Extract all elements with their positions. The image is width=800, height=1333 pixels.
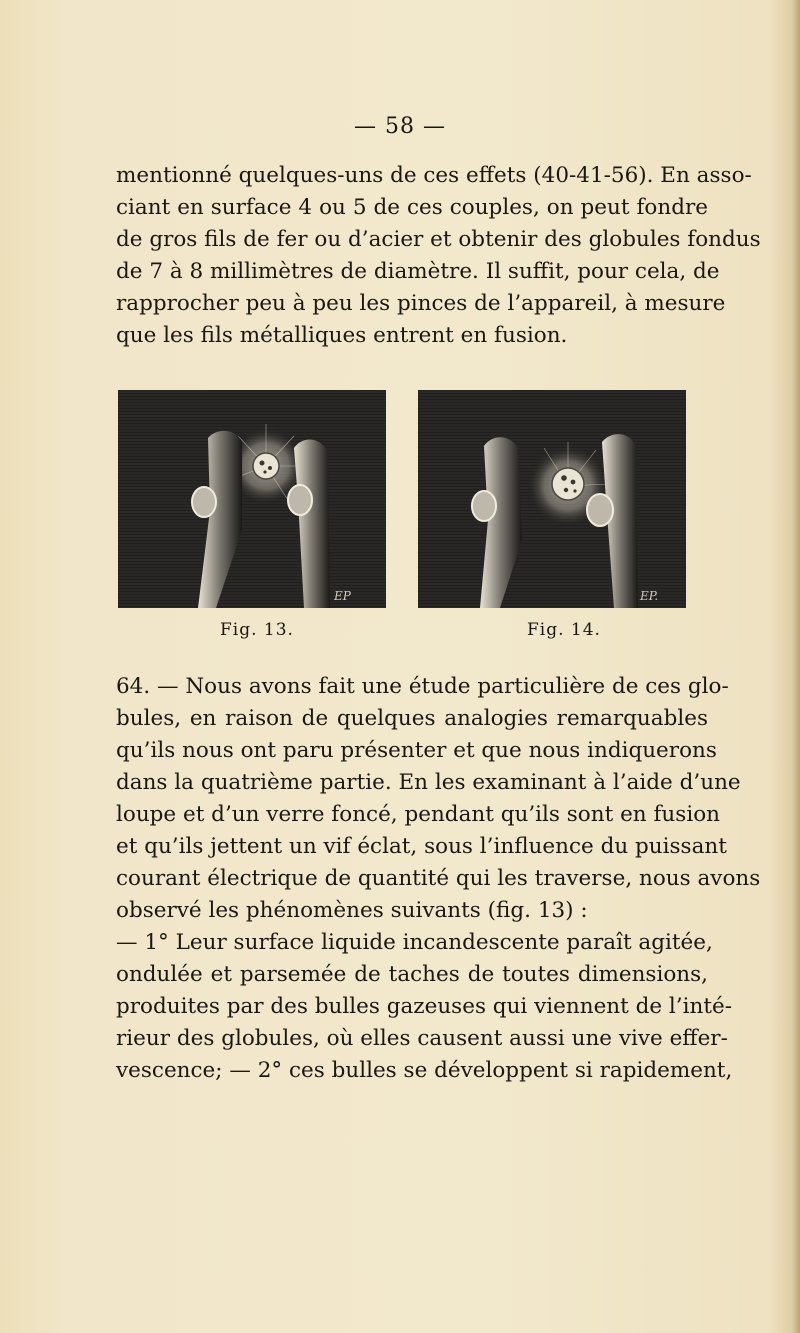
text-line: bules, en raison de quelques analogies remarquables xyxy=(116,706,708,731)
text-line: et qu’ils jettent un vif éclat, sous l’influence du puissant xyxy=(116,834,727,859)
text-line: dans la quatrième partie. En les examinant à l’aide d’une xyxy=(116,770,741,795)
text-line: ciant en surface 4 ou 5 de ces couples, on peut fondre xyxy=(116,195,708,220)
molten-globule-engraving-icon xyxy=(118,390,386,608)
text-line: vescence; — 2° ces bulles se développent si rapidement, xyxy=(116,1058,733,1083)
text-line: loupe et d’un verre foncé, pendant qu’ils sont en fusion xyxy=(116,802,720,827)
text-line: — 1° Leur surface liquide incandescente paraît agitée, xyxy=(116,930,713,955)
text-line: produites par des bulles gazeuses qui viennent de l’inté- xyxy=(116,994,732,1019)
text-line: ondulée et parsemée de taches de toutes dimensions, xyxy=(116,962,708,987)
figure-14-engraving xyxy=(418,390,686,608)
text-line: courant électrique de quantité qui les traverse, nous avons xyxy=(116,866,761,891)
text-line: rapprocher peu à peu les pinces de l’appareil, à mesure xyxy=(116,291,726,316)
text-line: de gros fils de fer ou d’acier et obtenir des globules fondus xyxy=(116,227,761,252)
text-line: mentionné quelques-uns de ces effets (40-41-56). En asso- xyxy=(116,163,752,188)
text-line: que les fils métalliques entrent en fusion. xyxy=(116,323,568,348)
page-edge-shadow xyxy=(792,0,800,1333)
text-line: de 7 à 8 millimètres de diamètre. Il suffit, pour cela, de xyxy=(116,259,720,284)
text-line: rieur des globules, où elles causent aussi une vive effer- xyxy=(116,1026,728,1051)
page-number: — 58 — xyxy=(354,114,446,139)
text-line: observé les phénomènes suivants (fig. 13) : xyxy=(116,898,588,923)
paragraph-2 xyxy=(116,671,761,1087)
figure-14-caption: Fig. 14. xyxy=(527,620,601,640)
figure-13-engraving xyxy=(118,390,386,608)
text-line: qu’ils nous ont paru présenter et que nous indiquerons xyxy=(116,738,717,763)
figure-13-caption: Fig. 13. xyxy=(220,620,294,640)
paragraph-1 xyxy=(116,160,761,352)
engraver-mark: EP. xyxy=(640,589,659,603)
engraver-mark: EP xyxy=(334,589,351,603)
text-line: 64. — Nous avons fait une étude particulière de ces glo- xyxy=(116,674,729,699)
molten-globule-engraving-icon xyxy=(418,390,686,608)
